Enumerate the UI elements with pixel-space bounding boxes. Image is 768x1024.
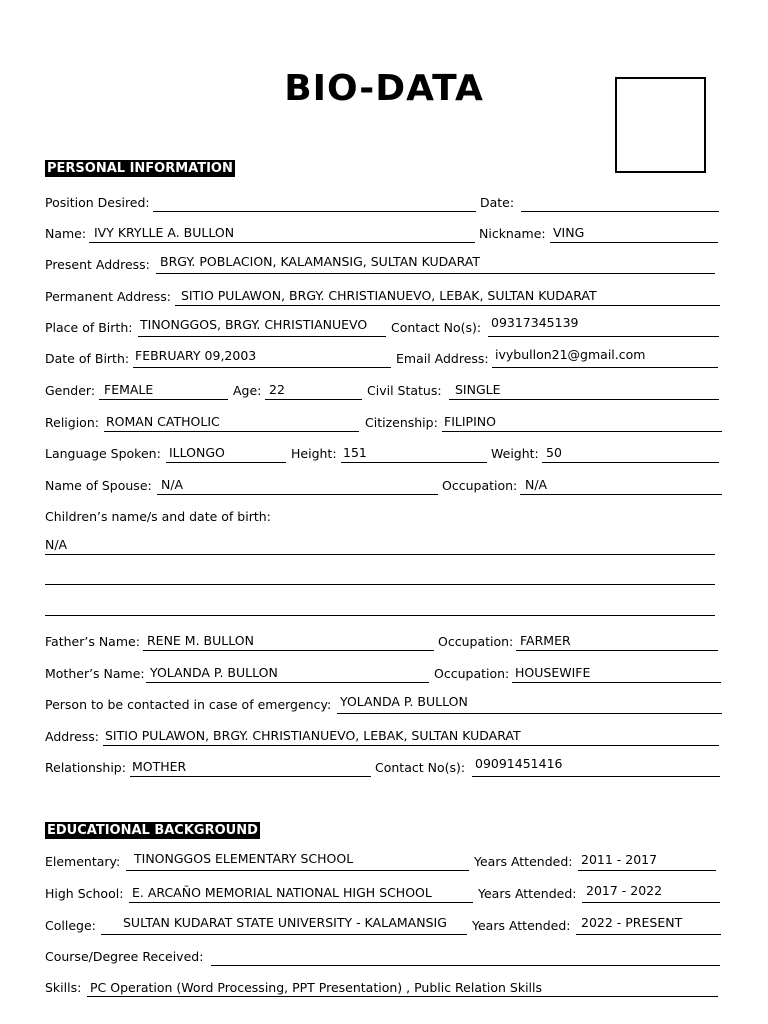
permanent-address-label: Permanent Address: [45, 289, 171, 304]
religion-value: ROMAN CATHOLIC [106, 414, 220, 429]
high-school-years-value: 2017 - 2022 [586, 883, 663, 898]
present-address-label: Present Address: [45, 257, 150, 272]
gender-label: Gender: [45, 383, 96, 398]
row-date-of-birth [45, 348, 722, 368]
row-present-address [45, 254, 722, 274]
elementary-value: TINONGGOS ELEMENTARY SCHOOL [134, 851, 354, 866]
course-field[interactable] [211, 947, 720, 966]
weight-field[interactable] [542, 444, 719, 463]
height-value: 151 [343, 445, 367, 460]
name-label: Name: [45, 226, 87, 241]
section-educational-background: EDUCATIONAL BACKGROUND [47, 823, 258, 838]
date-label: Date: [480, 195, 515, 210]
date-of-birth-label: Date of Birth: [45, 351, 130, 366]
row-mother [45, 663, 722, 683]
mother-label: Mother’s Name: [45, 666, 145, 681]
skills-value: PC Operation (Word Processing, PPT Presentation) , Public Relation Skills [90, 980, 543, 995]
row-name [45, 223, 722, 243]
spouse-occupation-label: Occupation: [442, 478, 518, 493]
nickname-value: VING [553, 225, 585, 240]
row-place-of-birth [45, 317, 722, 337]
section-personal-information: PERSONAL INFORMATION [47, 161, 233, 176]
photo-box [615, 77, 706, 173]
emergency-label: Person to be contacted in case of emergency: [45, 697, 332, 712]
citizenship-value: FILIPINO [444, 414, 496, 429]
row-father [45, 631, 722, 651]
row-course [45, 946, 722, 966]
citizenship-label: Citizenship: [365, 415, 438, 430]
nickname-label: Nickname: [479, 226, 546, 241]
row-position-date [45, 192, 722, 212]
place-of-birth-label: Place of Birth: [45, 320, 133, 335]
row-spouse [45, 475, 722, 495]
row-elementary [45, 851, 722, 871]
high-school-label: High School: [45, 886, 124, 901]
father-occupation-label: Occupation: [438, 634, 514, 649]
date-of-birth-value: FEBRUARY 09,2003 [135, 348, 257, 363]
children-field-1[interactable] [45, 536, 715, 555]
college-years-value: 2022 - PRESENT [581, 915, 683, 930]
row-high-school [45, 883, 722, 903]
elementary-years-label: Years Attended: [474, 854, 573, 869]
spouse-occupation-value: N/A [525, 477, 548, 492]
relationship-value: MOTHER [132, 759, 187, 774]
college-label: College: [45, 918, 96, 933]
elementary-label: Elementary: [45, 854, 121, 869]
position-desired-field[interactable] [153, 193, 476, 212]
row-college [45, 915, 722, 935]
row-gender [45, 380, 722, 400]
weight-value: 50 [546, 445, 562, 460]
permanent-address-value: SITIO PULAWON, BRGY. CHRISTIANUEVO, LEBAK, SULTAN KUDARAT [181, 288, 597, 303]
weight-label: Weight: [491, 446, 539, 461]
spouse-value: N/A [161, 477, 184, 492]
language-value: ILLONGO [169, 445, 225, 460]
college-value: SULTAN KUDARAT STATE UNIVERSITY - KALAMANSIG [123, 915, 447, 930]
religion-label: Religion: [45, 415, 99, 430]
emergency-address-value: SITIO PULAWON, BRGY. CHRISTIANUEVO, LEBAK, SULTAN KUDARAT [105, 728, 521, 743]
father-occupation-value: FARMER [520, 633, 571, 648]
emergency-value: YOLANDA P. BULLON [340, 694, 468, 709]
relationship-label: Relationship: [45, 760, 126, 775]
email-value: ivybullon21@gmail.com [495, 347, 646, 362]
present-address-value: BRGY. POBLACION, KALAMANSIG, SULTAN KUDARAT [160, 254, 480, 269]
children-field-3[interactable] [45, 615, 715, 616]
skills-label: Skills: [45, 980, 82, 995]
father-value: RENE M. BULLON [147, 633, 254, 648]
civil-status-value: SINGLE [455, 382, 501, 397]
row-emergency [45, 694, 722, 714]
date-field[interactable] [521, 193, 719, 212]
elementary-years-value: 2011 - 2017 [581, 852, 658, 867]
row-permanent-address [45, 286, 722, 306]
children-field-2[interactable] [45, 584, 715, 585]
mother-value: YOLANDA P. BULLON [150, 665, 278, 680]
row-relationship [45, 757, 722, 777]
mother-occupation-value: HOUSEWIFE [515, 665, 591, 680]
father-label: Father’s Name: [45, 634, 140, 649]
height-label: Height: [291, 446, 337, 461]
contact-label: Contact No(s): [391, 320, 482, 335]
row-language [45, 443, 722, 463]
document-title: BIO-DATA [284, 68, 484, 109]
high-school-years-label: Years Attended: [478, 886, 577, 901]
name-value: IVY KRYLLE A. BULLON [94, 225, 235, 240]
row-skills [45, 977, 722, 997]
age-value: 22 [269, 382, 285, 397]
children-value: N/A [45, 537, 68, 552]
row-religion [45, 412, 722, 432]
gender-value: FEMALE [104, 382, 154, 397]
email-label: Email Address: [396, 351, 489, 366]
address-label: Address: [45, 729, 99, 744]
position-desired-label: Position Desired: [45, 195, 150, 210]
emergency-contact-label: Contact No(s): [375, 760, 466, 775]
row-emergency-address [45, 726, 722, 746]
spouse-label: Name of Spouse: [45, 478, 152, 493]
row-children-1 [45, 535, 715, 555]
children-label: Children’s name/s and date of birth: [45, 509, 271, 524]
mother-occupation-label: Occupation: [434, 666, 510, 681]
contact-value: 09317345139 [491, 315, 579, 330]
course-label: Course/Degree Received: [45, 949, 204, 964]
age-label: Age: [233, 383, 262, 398]
emergency-contact-value: 09091451416 [475, 756, 563, 771]
college-years-label: Years Attended: [472, 918, 571, 933]
civil-status-label: Civil Status: [367, 383, 442, 398]
language-label: Language Spoken: [45, 446, 161, 461]
row-children-label [45, 506, 722, 526]
spouse-field[interactable] [157, 476, 438, 495]
spouse-occupation-field[interactable] [520, 476, 722, 495]
high-school-value: E. ARCAÑO MEMORIAL NATIONAL HIGH SCHOOL [132, 885, 432, 900]
place-of-birth-value: TINONGGOS, BRGY. CHRISTIANUEVO [140, 317, 368, 332]
